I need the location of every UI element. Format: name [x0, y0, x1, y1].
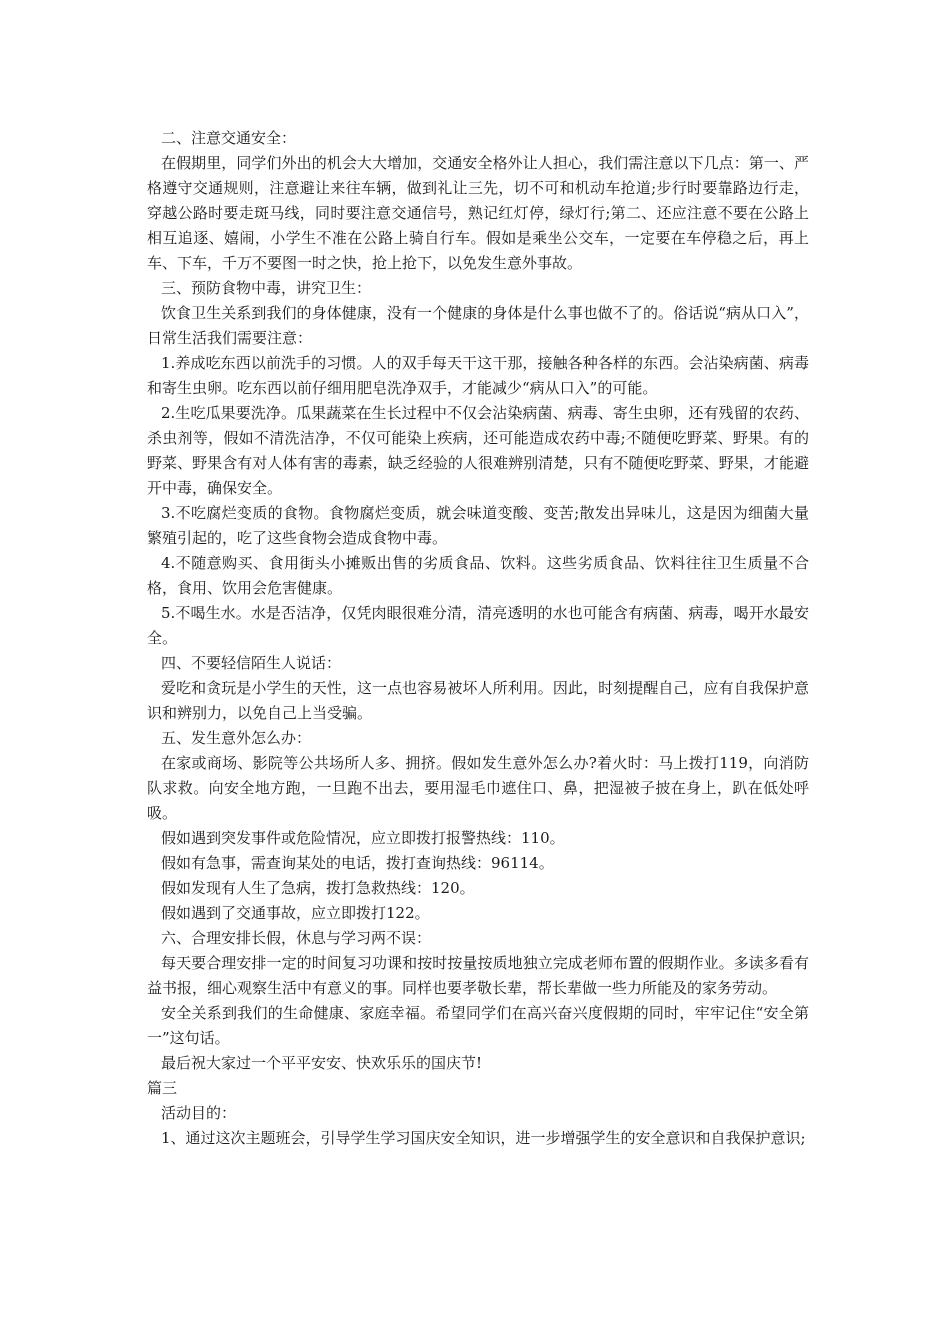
paragraph-safety-first: 安全关系到我们的生命健康、家庭幸福。希望同学们在高兴奋兴度假期的同时，牢牢记住“安全第一”这句话。 — [147, 1004, 809, 1047]
section-heading-food: 三、预防食物中毒，讲究卫生： — [161, 279, 372, 297]
paragraph-food-intro: 饮食卫生关系到我们的身体健康，没有一个健康的身体是什么事也做不了的。俗话说“病从口入”，日常生活我们需要注意： — [147, 304, 809, 347]
section-heading-traffic: 二、注意交通安全： — [161, 129, 297, 147]
paragraph-ambulance: 假如发现有人生了急病，拨打急救热线：120。 — [161, 879, 475, 897]
section-heading-emergency: 五、发生意外怎么办： — [161, 729, 312, 747]
paragraph-fire: 在家或商场、影院等公共场所人多、拥挤。假如发生意外怎么办?着火时：马上拨打119，向消防队求救。向安全地方跑，一旦跑不出去，要用湿毛巾遮住口、鼻，把湿被子披在身上，趴在低处呼吸。 — [147, 754, 809, 822]
list-item-food-5: 5.不喝生水。水是否洁净，仅凭肉眼很难分清，清亮透明的水也可能含有病菌、病毒，喝开水最安全。 — [147, 604, 809, 647]
section-heading-strangers: 四、不要轻信陌生人说话： — [161, 654, 342, 672]
paragraph-traffic-accident: 假如遇到了交通事故，应立即拨打122。 — [161, 904, 430, 922]
list-item-food-2: 2.生吃瓜果要洗净。瓜果蔬菜在生长过程中不仅会沾染病菌、病毒、寄生虫卵，还有残留的农药、杀虫剂等，假如不清洗洁净，不仅可能染上疾病，还可能造成农药中毒;不随便吃野菜、野果。有的野菜、野果含有对人体有害的毒素，缺乏经验的人很难辨别清楚，只有不随便吃野菜、野果，才能避开中毒，确保安全。 — [147, 404, 809, 497]
paragraph-police: 假如遇到突发事件或危险情况，应立即拨打报警热线：110。 — [161, 829, 565, 847]
paragraph-traffic: 在假期里，同学们外出的机会大大增加，交通安全格外让人担心，我们需注意以下几点：第一、严格遵守交通规则，注意避让来往车辆，做到礼让三先，切不可和机动车抢道;步行时要靠路边行走，穿越公路时要走斑马线，同时要注意交通信号，熟记红灯停，绿灯行;第二、还应注意不要在公路上相互追逐、嬉闹，小学生不准在公路上骑自行车。假如是乘坐公交车，一定要在车停稳之后，再上车、下车，千万不要图一时之快，抢上抢下，以免发生意外事故。 — [147, 154, 809, 272]
document-body — [147, 126, 809, 1151]
list-item-purpose-1: 1、通过这次主题班会，引导学生学习国庆安全知识，进一步增强学生的安全意识和自我保护意识; — [161, 1129, 806, 1147]
paragraph-closing-wish: 最后祝大家过一个平平安安、快欢乐乐的国庆节! — [161, 1054, 483, 1072]
list-item-food-3: 3.不吃腐烂变质的食物。食物腐烂变质，就会味道变酸、变苦;散发出异味儿，这是因为细菌大量繁殖引起的，吃了这些食物会造成食物中毒。 — [147, 504, 809, 547]
paragraph-strangers: 爱吃和贪玩是小学生的天性，这一点也容易被坏人所利用。因此，时刻提醒自己，应有自我保护意识和辨别力，以免自己上当受骗。 — [147, 679, 809, 722]
paragraph-inquiry: 假如有急事，需查询某处的电话，拨打查询热线：96114。 — [161, 854, 554, 872]
list-item-food-4: 4.不随意购买、食用街头小摊贩出售的劣质食品、饮料。这些劣质食品、饮料往往卫生质量不合格，食用、饮用会危害健康。 — [147, 554, 809, 597]
list-item-food-1: 1.养成吃东西以前洗手的习惯。人的双手每天干这干那，接触各种各样的东西。会沾染病菌、病毒和寄生虫卵。吃东西以前仔细用肥皂洗净双手，才能减少“病从口入”的可能。 — [147, 354, 809, 397]
section-heading-purpose: 活动目的： — [161, 1104, 237, 1122]
section-heading-holiday: 六、合理安排长假，休息与学习两不误： — [161, 929, 432, 947]
chapter-heading: 篇三 — [147, 1079, 178, 1097]
paragraph-holiday: 每天要合理安排一定的时间复习功课和按时按量按质地独立完成老师布置的假期作业。多读多看有益书报，细心观察生活中有意义的事。同样也要孝敬长辈，帮长辈做一些力所能及的家务劳动。 — [147, 954, 809, 997]
